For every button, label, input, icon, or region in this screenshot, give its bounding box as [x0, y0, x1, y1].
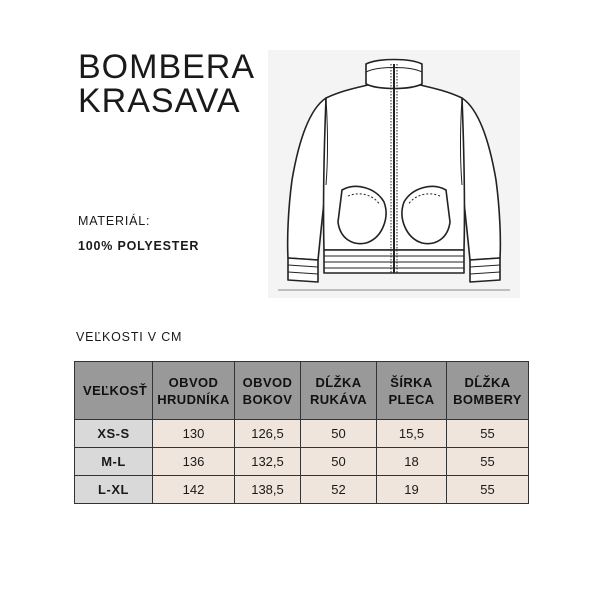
table-row [75, 420, 529, 448]
header-text: OBVOD [168, 374, 219, 390]
table-cell: 50 [301, 448, 377, 476]
header-text: RUKÁVA [309, 391, 368, 407]
header-text: ŠÍRKA [390, 374, 433, 390]
material-value: 100% POLYESTER [78, 239, 200, 253]
size-cell: XS-S [75, 420, 153, 448]
material-info [78, 214, 199, 253]
table-cell: 55 [447, 420, 529, 448]
header-text: BOKOV [242, 391, 293, 407]
size-cell: L-XL [75, 476, 153, 504]
table-row [75, 448, 529, 476]
bomber-jacket-icon [268, 50, 520, 298]
header-text: DĹŽKA [464, 374, 511, 390]
table-cell: 55 [447, 476, 529, 504]
product-title [78, 50, 255, 118]
table-cell: 126,5 [235, 420, 301, 448]
header-text: PLECA [388, 391, 435, 407]
table-cell: 136 [153, 448, 235, 476]
size-cell: M-L [75, 448, 153, 476]
header-cell [301, 362, 377, 420]
header-cell [235, 362, 301, 420]
title-line-1: BOMBERA [78, 48, 256, 86]
table-cell: 50 [301, 420, 377, 448]
table-cell: 138,5 [235, 476, 301, 504]
table-cell: 15,5 [377, 420, 447, 448]
header-cell [75, 362, 153, 420]
table-header-row [75, 362, 529, 420]
header-text: OBVOD [242, 374, 293, 390]
table-cell: 142 [153, 476, 235, 504]
header-cell [377, 362, 447, 420]
table-cell: 19 [377, 476, 447, 504]
header-text: HRUDNÍKA [157, 391, 230, 407]
table-cell: 52 [301, 476, 377, 504]
table-cell: 132,5 [235, 448, 301, 476]
header-text: VEĽKOSŤ [83, 383, 148, 398]
header-cell [447, 362, 529, 420]
sizes-heading: VEĽKOSTI V CM [76, 330, 183, 344]
table-cell: 18 [377, 448, 447, 476]
table-cell: 130 [153, 420, 235, 448]
header-cell [153, 362, 235, 420]
header-text: BOMBERY [453, 391, 522, 407]
material-label: MATERIÁL: [78, 214, 151, 228]
title-line-2: KRASAVA [78, 82, 241, 120]
table-row [75, 476, 529, 504]
size-table [74, 361, 529, 504]
header-text: DĹŽKA [315, 374, 362, 390]
table-cell: 55 [447, 448, 529, 476]
